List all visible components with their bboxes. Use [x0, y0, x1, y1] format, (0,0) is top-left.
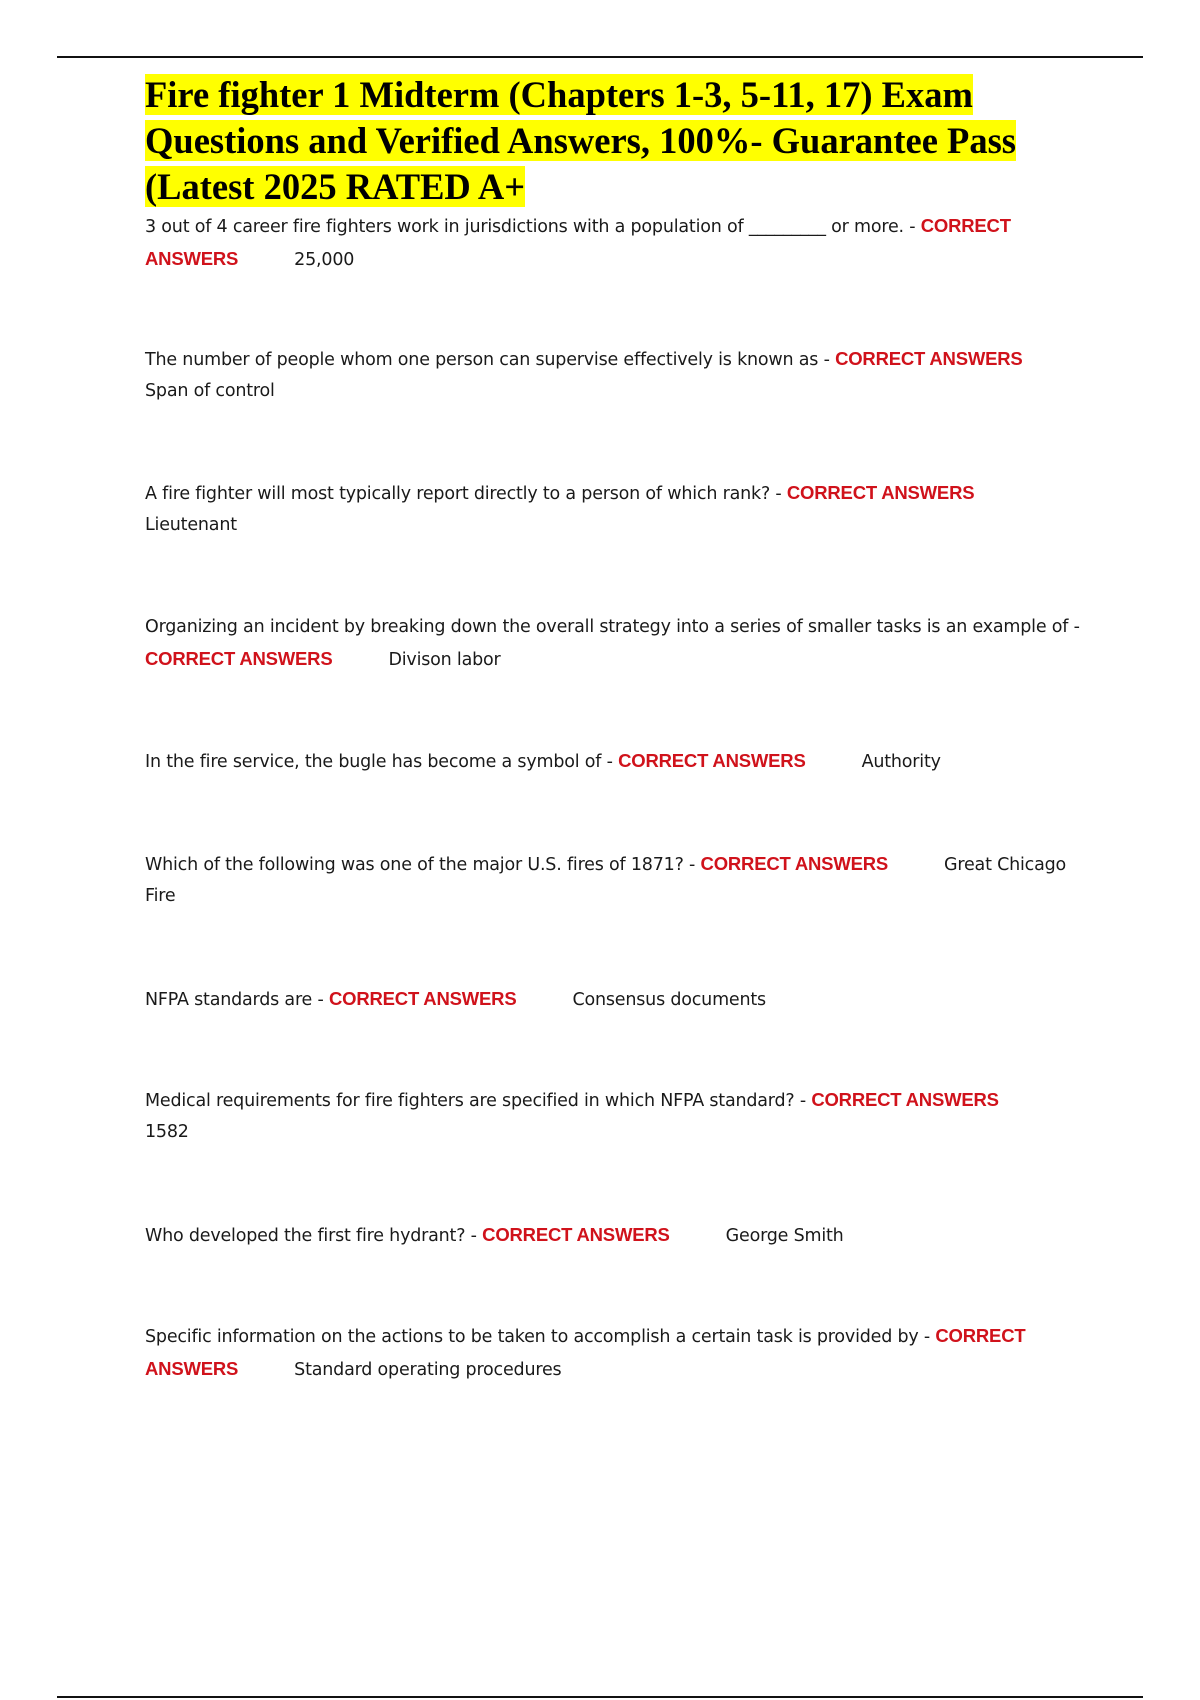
title-highlight: Fire fighter 1 Midterm (Chapters 1-3, 5-11, 17) Exam Questions and Verified Answers, 100%- Guarantee Pass (Latest 2025 RATED A+	[145, 74, 1016, 207]
correct-answers-label: CORRECT ANSWERS	[145, 215, 1011, 269]
question-text: NFPA standards are	[145, 990, 313, 1010]
question-text: Medical requirements for fire fighters are specified in which NFPA standard?	[145, 1091, 795, 1111]
document-title	[145, 72, 1075, 210]
answer-text: Divison labor	[388, 650, 501, 670]
question-text: In the fire service, the bugle has become a symbol of	[145, 752, 602, 772]
question-text: Which of the following was one of the major U.S. fires of 1871?	[145, 855, 684, 875]
question-text: 3 out of 4 career fire fighters work in jurisdictions with a population of _________ or more.	[145, 217, 904, 237]
correct-answers-label: CORRECT ANSWERS	[700, 853, 889, 874]
answer-text: 25,000	[294, 250, 355, 270]
answer-text: Standard operating procedures	[294, 1360, 562, 1380]
top-rule	[57, 56, 1143, 58]
qa-item	[145, 1219, 1080, 1252]
qa-item	[145, 1320, 1080, 1386]
correct-answers-label: CORRECT ANSWERS	[811, 1089, 999, 1110]
separator: -	[818, 350, 836, 370]
separator: -	[683, 855, 701, 875]
qa-item	[145, 210, 1080, 276]
question-text: Who developed the first fire hydrant?	[145, 1226, 466, 1246]
separator: -	[794, 1091, 812, 1111]
question-text: Organizing an incident by breaking down the overall strategy into a series of smaller tasks is an example of	[145, 617, 1069, 637]
correct-answers-label: CORRECT ANSWERS	[482, 1224, 670, 1245]
separator: -	[1068, 617, 1080, 637]
qa-item	[145, 612, 1080, 676]
correct-answers-label: CORRECT ANSWERS	[618, 750, 806, 771]
answer-text: Great Chicago Fire	[145, 855, 1067, 906]
answer-text: George Smith	[725, 1226, 844, 1246]
document-page	[145, 72, 1080, 1380]
qa-item	[145, 848, 1080, 912]
qa-item	[145, 1084, 1080, 1148]
qa-item	[145, 983, 1080, 1016]
separator: -	[312, 990, 329, 1010]
separator: -	[601, 752, 619, 772]
qa-item	[145, 745, 1080, 778]
qa-item	[145, 343, 1080, 407]
separator: -	[918, 1327, 936, 1347]
answer-text: Consensus documents	[572, 990, 766, 1010]
correct-answers-label: CORRECT ANSWERS	[145, 648, 333, 669]
separator: -	[465, 1226, 483, 1246]
bottom-rule	[57, 1696, 1143, 1698]
question-text: The number of people whom one person can supervise effectively is known as	[145, 350, 819, 370]
separator: -	[770, 484, 787, 504]
correct-answers-label: CORRECT ANSWERS	[786, 482, 975, 503]
qa-item	[145, 477, 1080, 541]
answer-text: Authority	[861, 752, 941, 772]
answer-text: Span of control	[145, 381, 275, 401]
correct-answers-label: CORRECT ANSWERS	[145, 1325, 1026, 1379]
answer-text: Lieutenant	[145, 515, 237, 535]
separator: -	[903, 217, 921, 237]
correct-answers-label: CORRECT ANSWERS	[835, 348, 1023, 369]
correct-answers-label: CORRECT ANSWERS	[328, 988, 517, 1009]
question-text: Specific information on the actions to be taken to accomplish a certain task is provided by	[145, 1327, 919, 1347]
answer-text: 1582	[145, 1122, 189, 1142]
question-text: A fire fighter will most typically report directly to a person of which rank?	[145, 484, 771, 504]
